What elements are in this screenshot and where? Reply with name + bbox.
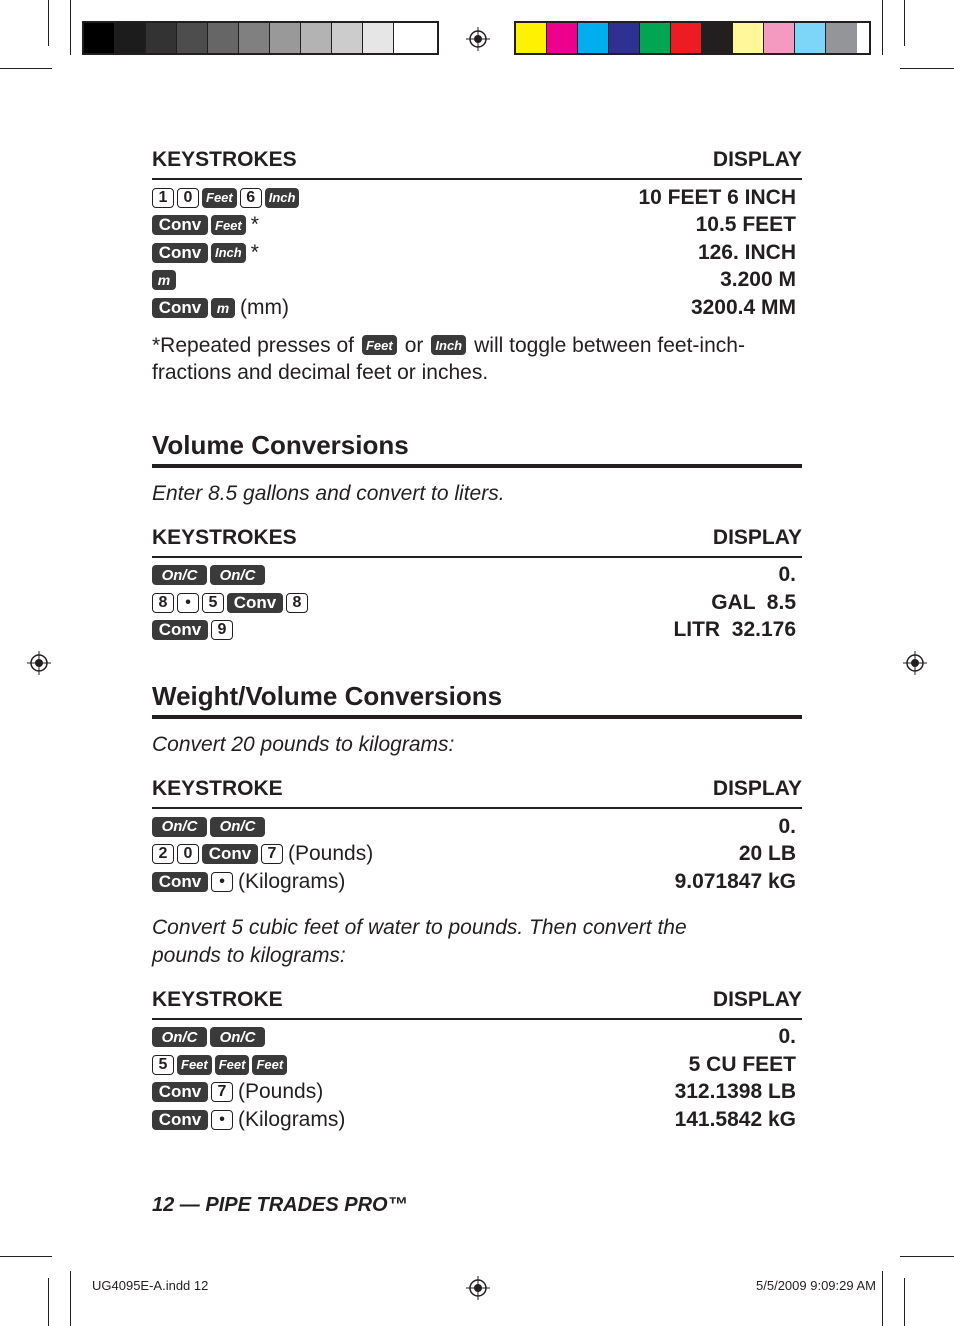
color-swatch [115,23,146,53]
table-row [152,1106,802,1134]
crop-mark [904,1278,905,1326]
digit-key-icon: 5 [202,593,224,613]
color-swatch [363,23,394,53]
conv-key-icon: Conv [152,243,208,263]
keystrokes [152,620,233,640]
table-row [152,294,802,322]
display-value: 312.1398 LB [674,1080,796,1104]
color-swatch [332,23,363,53]
keystroke-note: * [250,240,259,264]
table-header [152,986,802,1020]
volume-intro: Enter 8.5 gallons and convert to liters. [152,481,505,505]
header-display: DISPLAY [712,987,802,1011]
feet-key-icon: Feet [177,1055,212,1075]
crop-mark [900,1256,954,1257]
display-value: 0. [778,1025,796,1049]
table-row [152,841,802,869]
keystrokes [152,188,299,208]
section-title-weight: Weight/Volume Conversions [152,679,802,719]
conv-key-icon: Conv [152,872,208,892]
digit-key-icon: 5 [152,1055,174,1075]
conv-key-icon: Conv [152,215,208,235]
color-swatch [671,23,702,53]
color-swatch [84,23,115,53]
conv-key-icon: Conv [152,1082,208,1102]
decimal-key-icon: • [211,1110,233,1130]
color-swatch [547,23,578,53]
digit-key-icon: 1 [152,188,174,208]
display-value: LITR 32.176 [673,618,796,642]
feet-key-icon: Feet [252,1055,287,1075]
conv-key-icon: Conv [152,620,208,640]
digit-key-icon: 7 [261,844,283,864]
digit-key-icon: 0 [177,844,199,864]
keystroke-note: (Pounds) [288,842,374,866]
digit-key-icon: 8 [152,593,174,613]
crop-mark [70,1271,71,1326]
display-value: 141.5842 kG [674,1107,796,1131]
color-swatch [764,23,795,53]
keystrokes [152,241,259,265]
table-header [152,775,802,809]
feet-key-icon: Feet [215,1055,250,1075]
inch-key-icon: Inch [211,243,246,263]
crop-mark [0,1256,52,1257]
keystrokes [152,817,265,837]
display-value: GAL 8.5 [711,590,796,614]
weight-intro: Convert 20 pounds to kilograms: [152,733,455,756]
on-c-key-icon: On/C [152,565,207,585]
note-text-1: *Repeated presses of [152,333,354,357]
display-value: 0. [778,563,796,587]
table-row [152,184,802,212]
table-row [152,868,802,896]
digit-key-icon: 6 [240,188,262,208]
display-value: 3200.4 MM [690,295,796,319]
digit-key-icon: 0 [177,188,199,208]
inch-key-icon: Inch [265,188,300,208]
keystrokes [152,213,259,237]
table-row [152,617,802,645]
table-row [152,813,802,841]
weight-intro-2-line-2: pounds to kilograms: [152,943,346,967]
registration-mark-icon [466,27,490,51]
table-row [152,1024,802,1052]
keystrokes [152,1055,287,1075]
color-swatch [609,23,640,53]
display-value: 10.5 FEET [695,213,796,237]
crop-mark [48,0,49,46]
header-display: DISPLAY [712,525,802,549]
page-footer: 12 — PIPE TRADES PRO™ [152,1194,408,1216]
color-swatch [795,23,826,53]
color-swatch [578,23,609,53]
keystrokes [152,565,265,585]
color-swatch [239,23,270,53]
header-keystroke: KEYSTROKE [152,987,283,1011]
inch-key-icon: Inch [431,335,466,355]
display-value: 20 LB [738,842,796,866]
digit-key-icon: 7 [211,1082,233,1102]
display-value: 3.200 M [720,268,796,292]
note [152,332,802,386]
table-row [152,1079,802,1107]
section-title-volume: Volume Conversions [152,428,802,468]
table-row [152,212,802,240]
table-row [152,589,802,617]
color-swatch [394,23,425,53]
display-value: 0. [778,814,796,838]
keystroke-note: * [250,213,259,237]
crop-mark [904,0,905,46]
on-c-key-icon: On/C [152,1027,207,1047]
keystrokes [152,1080,323,1104]
decimal-key-icon: • [211,872,233,892]
color-swatch [733,23,764,53]
conv-key-icon: Conv [227,593,283,613]
table-row [152,239,802,267]
color-swatch [826,23,857,53]
color-swatch [301,23,332,53]
color-swatch [177,23,208,53]
table-row [152,1051,802,1079]
keystrokes [152,842,373,866]
table-body [152,813,802,896]
table-body [152,1024,802,1134]
slug-date: 5/5/2009 9:09:29 AM [756,1278,876,1293]
feet-key-icon: Feet [362,335,397,355]
display-value: 126. INCH [697,240,796,264]
crop-mark [882,1271,883,1326]
color-swatch [270,23,301,53]
keystroke-note: (Kilograms) [238,869,346,893]
on-c-key-icon: On/C [210,1027,265,1047]
feet-key-icon: Feet [211,215,246,235]
keystroke-note: (mm) [240,295,289,319]
header-keystrokes: KEYSTROKES [152,148,297,171]
slug-filename: UG4095E-A.indd 12 [92,1278,209,1293]
grayscale-color-bar [82,21,439,55]
color-swatch [702,23,733,53]
crop-mark [70,0,71,55]
color-swatch [208,23,239,53]
display-value: 9.071847 kG [674,869,796,893]
keystrokes [152,870,345,894]
header-keystrokes: KEYSTROKES [152,525,297,549]
page-content [152,146,802,1134]
color-swatch [516,23,547,53]
header-keystroke: KEYSTROKE [152,777,283,800]
note-text-2: will toggle between feet-inch- [474,333,745,357]
decimal-key-icon: • [177,593,199,613]
conv-key-icon: Conv [152,298,208,318]
table-row [152,267,802,295]
display-value: 10 FEET 6 INCH [638,185,796,209]
table-body [152,562,802,645]
note-text-3: fractions and decimal feet or inches. [152,360,489,384]
registration-mark-icon [903,651,927,675]
on-c-key-icon: On/C [210,817,265,837]
keystroke-note: (Pounds) [238,1080,324,1104]
table-body [152,184,802,322]
feet-key-icon: Feet [202,188,237,208]
keystrokes [152,1027,265,1047]
table-header [152,146,802,180]
keystrokes [152,270,176,290]
keystrokes [152,296,289,320]
note-or: or [404,333,424,357]
display-value: 5 CU FEET [688,1052,796,1076]
weight-intro-2-line-1: Convert 5 cubic feet of water to pounds. Then convert the [152,915,687,939]
crop-mark [900,68,954,69]
on-c-key-icon: On/C [152,817,207,837]
keystroke-note: (Kilograms) [238,1107,346,1131]
header-display: DISPLAY [712,777,802,800]
m-key-icon: m [152,270,176,290]
crop-mark [0,68,52,69]
color-swatch [146,23,177,53]
keystrokes [152,593,308,613]
digit-key-icon: 2 [152,844,174,864]
registration-mark-icon [466,1276,490,1300]
process-color-bar [514,21,871,55]
crop-mark [48,1278,49,1326]
crop-mark [882,0,883,55]
on-c-key-icon: On/C [210,565,265,585]
m-key-icon: m [211,298,235,318]
color-swatch [640,23,671,53]
digit-key-icon: 8 [286,593,308,613]
conv-key-icon: Conv [152,1110,208,1130]
table-header [152,524,802,558]
keystrokes [152,1108,345,1132]
digit-key-icon: 9 [211,620,233,640]
weight-intro-2 [152,914,802,970]
header-display: DISPLAY [712,148,802,171]
conv-key-icon: Conv [202,844,258,864]
registration-mark-icon [27,651,51,675]
table-row [152,562,802,590]
